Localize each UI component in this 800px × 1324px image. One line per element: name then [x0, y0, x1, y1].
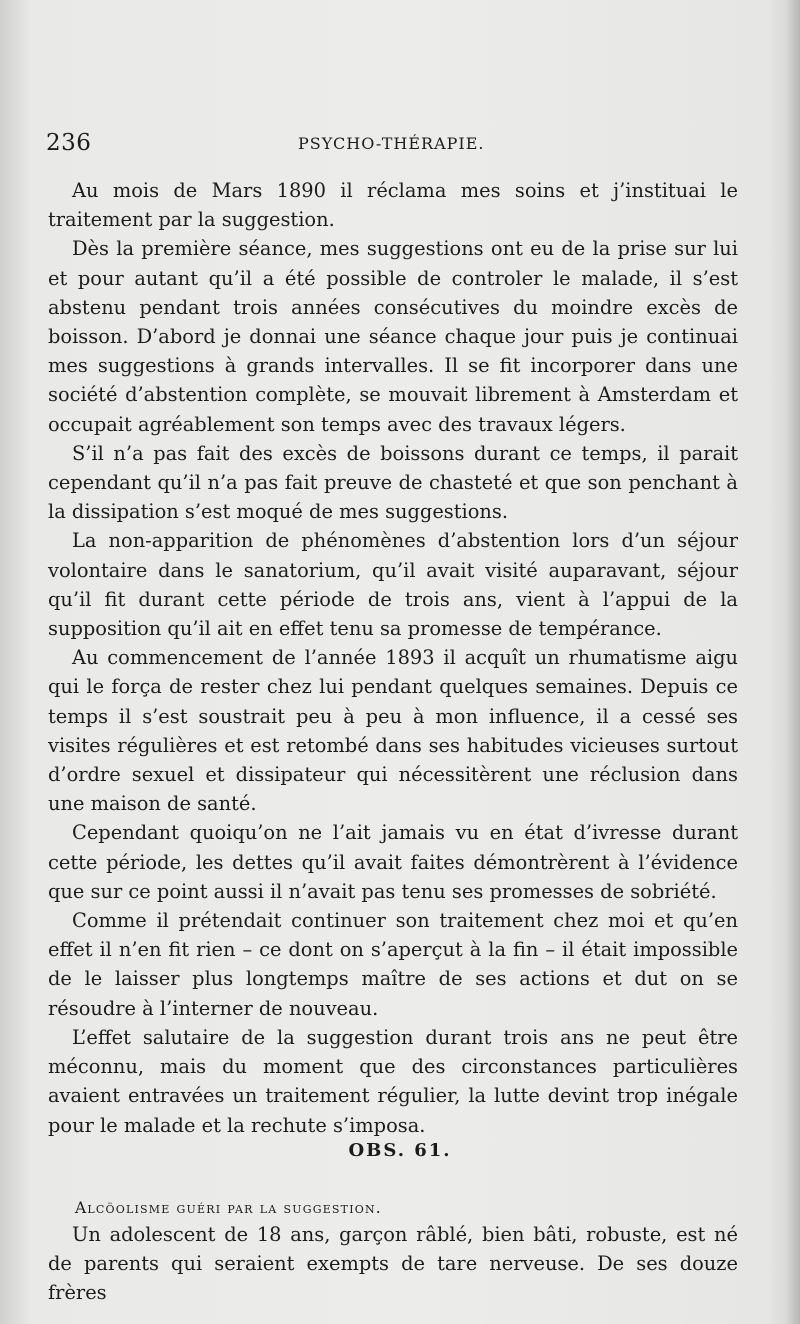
paragraph: Comme il prétendait continuer son traitement chez moi et qu’en effet il n’en fit rien – ce dont on s’aperçut à la fin – il était impossible de le laisser plus longtemps maître de ses actions et dut on se résoudre à l’interner de nouveau. [48, 909, 738, 1020]
paragraph: Dès la première séance, mes suggestions ont eu de la prise sur lui et pour autant qu’il a été possible de controler le malade, il s’est abstenu pendant trois années consécutives du moindre excès de boisson. D’abord je donnai une séance chaque jour puis je continuai mes suggestions à grands intervalles. Il se fit incorporer dans une société d’abstention complète, se mouvait librement à Amsterdam et occupait agréablement son temps avec des travaux légers. [48, 237, 738, 436]
observation-title: OBS. 61. [348, 1140, 452, 1161]
paragraph: La non-apparition de phénomènes d’abstention lors d’un séjour volontaire dans le sanatorium, qu’il avait visité auparavant, séjour qu’il fit durant cette période de trois ans, vient à l’appui de la supposition qu’il ait en effet tenu sa promesse de tempérance. [48, 529, 738, 641]
case-text [48, 1220, 738, 1308]
body-text [48, 176, 738, 1140]
paragraph: Au mois de Mars 1890 il réclama mes soins et j’instituai le traitement par la suggestion. [48, 179, 738, 232]
page-edge-shadow [786, 0, 800, 1324]
paragraph: S’il n’a pas fait des excès de boissons durant ce temps, il parait cependant qu’il n’a pas fait preuve de chasteté et que son penchant à la dissipation s’est moqué de mes suggestions. [48, 441, 738, 524]
page-header [46, 130, 754, 160]
paragraph: L’effet salutaire de la suggestion durant trois ans ne peut être méconnu, mais du moment que des circonstances particulières avaient entravées un traitement régulier, la lutte devint trop inégale pour le malade et la rechute s’imposa. [48, 1025, 738, 1137]
paragraph: Un adolescent de 18 ans, garçon râblé, bien bâti, robuste, est né de parents qui seraient exempts de tare nerveuse. De ses douze frères [48, 1223, 738, 1305]
page-number: 236 [46, 130, 92, 156]
case-heading: Alcöolisme guéri par la suggestion. [75, 1199, 382, 1217]
paragraph: Au commencement de l’année 1893 il acquît un rhumatisme aigu qui le força de rester chez lui pendant quelques semaines. Depuis ce temps il s’est soustrait peu à peu à mon influence, il a cessé ses visites régulières et est retombé dans ses habitudes vicieuses surtout d’ordre sexuel et dissipateur qui nécessitèrent une réclusion dans une maison de santé. [48, 646, 738, 816]
paragraph: Cependant quoiqu’on ne l’ait jamais vu en état d’ivresse durant cette période, les dettes qu’il avait faites démontrèrent à l’évidence que sur ce point aussi il n’avait pas tenu ses promesses de sobriété. [48, 821, 738, 903]
running-title: PSYCHO-THÉRAPIE. [298, 134, 485, 153]
